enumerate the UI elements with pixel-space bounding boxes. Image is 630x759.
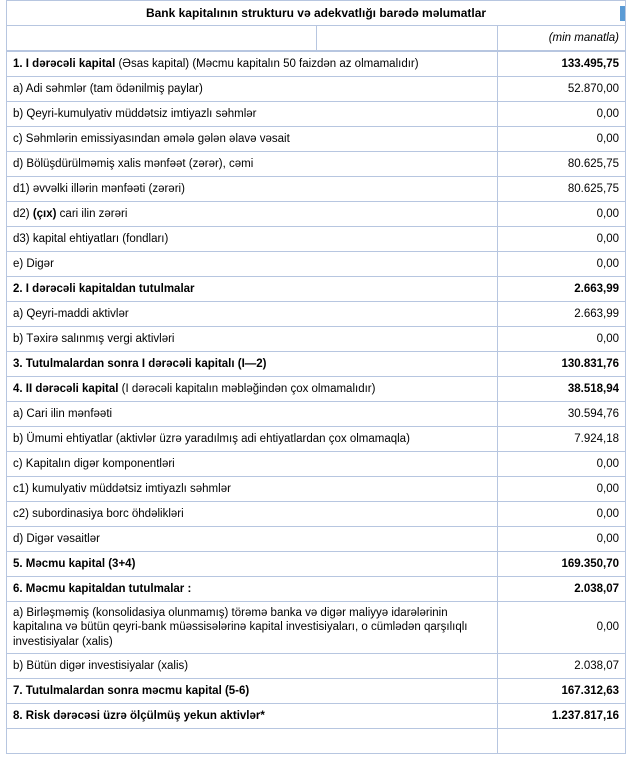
row-value-cell[interactable]: 30.594,76 xyxy=(497,402,625,427)
table-row xyxy=(7,527,626,552)
table-row xyxy=(7,227,626,252)
row-label-cell[interactable] xyxy=(7,52,498,77)
row-label-text: b) Təxirə salınmış vergi aktivləri xyxy=(13,332,175,345)
row-label-cell[interactable] xyxy=(7,127,498,152)
row-value-cell[interactable]: 1.237.817,16 xyxy=(497,704,625,729)
row-value-cell[interactable]: 169.350,70 xyxy=(497,552,625,577)
document-title-cell xyxy=(7,1,626,26)
row-label-cell[interactable] xyxy=(7,302,498,327)
row-label-cell[interactable] xyxy=(7,577,498,602)
row-label-text: e) Digər xyxy=(13,257,54,270)
table-row xyxy=(7,577,626,602)
table-row xyxy=(7,704,626,729)
row-label-cell[interactable] xyxy=(7,102,498,127)
row-value-cell[interactable]: 0,00 xyxy=(497,602,625,654)
row-label-text: d) Digər vəsaitlər xyxy=(13,532,100,545)
table-row xyxy=(7,654,626,679)
row-label-prefix: 6. Məcmu kapitaldan tutulmalar : xyxy=(13,582,192,595)
table-row xyxy=(7,452,626,477)
row-value-cell[interactable] xyxy=(497,729,625,754)
row-value-cell[interactable]: 0,00 xyxy=(497,127,625,152)
row-value-cell[interactable]: 7.924,18 xyxy=(497,427,625,452)
row-label-cell[interactable] xyxy=(7,502,498,527)
table-row xyxy=(7,327,626,352)
row-label-prefix: 4. II dərəcəli kapital xyxy=(13,382,119,395)
row-label-prefix: 1. I dərəcəli kapital xyxy=(13,57,116,70)
row-label-cell[interactable] xyxy=(7,377,498,402)
selection-handle[interactable] xyxy=(620,6,625,21)
row-label-text: b) Bütün digər investisiyalar (xalis) xyxy=(13,659,189,672)
row-label-cell[interactable] xyxy=(7,152,498,177)
row-label-text: a) Qeyri-maddi aktivlər xyxy=(13,307,129,320)
row-label-text: d) Bölüşdürülməmiş xalis mənfəət (zərər), cəmi xyxy=(13,157,254,170)
row-label-cell[interactable] xyxy=(7,704,498,729)
table-row xyxy=(7,177,626,202)
row-label-text: a) Adi səhmlər (tam ödənilmiş paylar) xyxy=(13,82,203,95)
empty-cell-b xyxy=(317,26,497,51)
row-label-text: b) Qeyri-kumulyativ müddətsiz imtiyazlı səhmlər xyxy=(13,107,257,120)
table-row xyxy=(7,127,626,152)
row-value-cell[interactable]: 0,00 xyxy=(497,252,625,277)
table-row xyxy=(7,77,626,102)
row-label-cell[interactable] xyxy=(7,277,498,302)
row-label-cell[interactable] xyxy=(7,602,498,654)
row-label-text: a) Cari ilin mənfəəti xyxy=(13,407,113,420)
row-label-cell[interactable] xyxy=(7,729,498,754)
row-label-cell[interactable] xyxy=(7,77,498,102)
row-label-prefix: 2. I dərəcəli kapitaldan tutulmalar xyxy=(13,282,195,295)
row-value-cell[interactable]: 2.038,07 xyxy=(497,654,625,679)
table-row xyxy=(7,302,626,327)
row-label-cell[interactable] xyxy=(7,527,498,552)
row-label-text: c) Kapitalın digər komponentləri xyxy=(13,457,175,470)
row-value-cell[interactable]: 0,00 xyxy=(497,327,625,352)
row-value-cell[interactable]: 38.518,94 xyxy=(497,377,625,402)
table-row xyxy=(7,277,626,302)
row-value-cell[interactable]: 0,00 xyxy=(497,477,625,502)
row-label-cell[interactable] xyxy=(7,452,498,477)
capital-structure-table xyxy=(6,0,626,51)
row-label-prefix: 8. Risk dərəcəsi üzrə ölçülmüş yekun aktivlər* xyxy=(13,709,265,722)
table-row xyxy=(7,102,626,127)
row-label-text: c) Səhmlərin emissiyasından əmələ gələn əlavə vəsait xyxy=(13,132,290,145)
row-label-cell[interactable] xyxy=(7,177,498,202)
row-label-cell[interactable] xyxy=(7,679,498,704)
table-row xyxy=(7,377,626,402)
row-label-cell[interactable] xyxy=(7,227,498,252)
table-row xyxy=(7,52,626,77)
table-row xyxy=(7,602,626,654)
row-label-prefix: 5. Məcmu kapital (3+4) xyxy=(13,557,136,570)
unit-note-row xyxy=(7,26,626,51)
row-label-cell[interactable] xyxy=(7,402,498,427)
row-value-cell[interactable]: 0,00 xyxy=(497,227,625,252)
row-label-text: b) Ümumi ehtiyatlar (aktivlər üzrə yaradılmış adi ehtiyatlardan çox olmamaqla) xyxy=(13,432,410,445)
table-row xyxy=(7,427,626,452)
row-label-prefix: 3. Tutulmalardan sonra I dərəcəli kapitalı (I—2) xyxy=(13,357,267,370)
row-value-cell[interactable]: 0,00 xyxy=(497,452,625,477)
capital-rows-table xyxy=(6,51,626,754)
table-row xyxy=(7,502,626,527)
unit-note: (min manatla) xyxy=(497,26,625,51)
row-value-cell[interactable]: 80.625,75 xyxy=(497,177,625,202)
table-body xyxy=(7,1,626,51)
table-row-partial xyxy=(7,729,626,754)
row-label-cell[interactable] xyxy=(7,477,498,502)
row-label-cell[interactable] xyxy=(7,427,498,452)
table-title-row xyxy=(7,1,626,26)
row-value-cell[interactable]: 2.038,07 xyxy=(497,577,625,602)
row-value-cell[interactable]: 130.831,76 xyxy=(497,352,625,377)
row-label-text: c2) subordinasiya borc öhdəlikləri xyxy=(13,507,184,520)
row-label-prefix: 7. Tutulmalardan sonra məcmu kapital (5-6) xyxy=(13,684,250,697)
capital-rows-body xyxy=(7,52,626,754)
row-value-cell[interactable]: 2.663,99 xyxy=(497,277,625,302)
row-value-cell[interactable]: 133.495,75 xyxy=(497,52,625,77)
page-title: Bank kapitalının strukturu və adekvatlığı barədə məlumatlar xyxy=(145,5,487,20)
row-label-cell[interactable] xyxy=(7,352,498,377)
table-row xyxy=(7,152,626,177)
row-label-cell[interactable] xyxy=(7,202,498,227)
row-label-cell[interactable] xyxy=(7,327,498,352)
table-row xyxy=(7,679,626,704)
row-label-prefix: d2) xyxy=(13,207,33,220)
row-label-cell[interactable] xyxy=(7,552,498,577)
row-value-cell[interactable]: 52.870,00 xyxy=(497,77,625,102)
row-label-cell[interactable] xyxy=(7,252,498,277)
table-row xyxy=(7,552,626,577)
empty-cell-a xyxy=(7,26,317,51)
table-row xyxy=(7,352,626,377)
row-label-text: (Əsas kapital) (Məcmu kapitalın 50 faizdən az olmamalıdır) xyxy=(115,57,419,70)
row-label-text: (çıx) xyxy=(32,207,57,220)
table-row xyxy=(7,252,626,277)
row-value-cell[interactable]: 167.312,63 xyxy=(497,679,625,704)
table-row xyxy=(7,477,626,502)
row-label-text: d1) əvvəlki illərin mənfəəti (zərəri) xyxy=(13,182,185,195)
row-value-cell[interactable]: 0,00 xyxy=(497,502,625,527)
row-value-cell[interactable]: 2.663,99 xyxy=(497,302,625,327)
row-value-cell[interactable]: 0,00 xyxy=(497,527,625,552)
row-label-text: a) Birləşməmiş (konsolidasiya olunmamış) törəmə banka və digər maliyyə idarələrinin kapitalına və bütün qeyri-bank müəssisələrinə kapital investisiyaları, o cümlədən qarşılıqlı investisiyalar (xalis) xyxy=(13,607,468,648)
row-value-cell[interactable]: 80.625,75 xyxy=(497,152,625,177)
table-row xyxy=(7,402,626,427)
row-value-cell[interactable]: 0,00 xyxy=(497,102,625,127)
row-label-text: d3) kapital ehtiyatları (fondları) xyxy=(13,232,169,245)
table-row xyxy=(7,202,626,227)
row-value-cell[interactable]: 0,00 xyxy=(497,202,625,227)
row-label-suffix: cari ilin zərəri xyxy=(56,207,128,220)
row-label-cell[interactable] xyxy=(7,654,498,679)
row-label-text: (I dərəcəli kapitalın məbləğindən çox olmamalıdır) xyxy=(118,382,376,395)
row-label-text: c1) kumulyativ müddətsiz imtiyazlı səhmlər xyxy=(13,482,231,495)
